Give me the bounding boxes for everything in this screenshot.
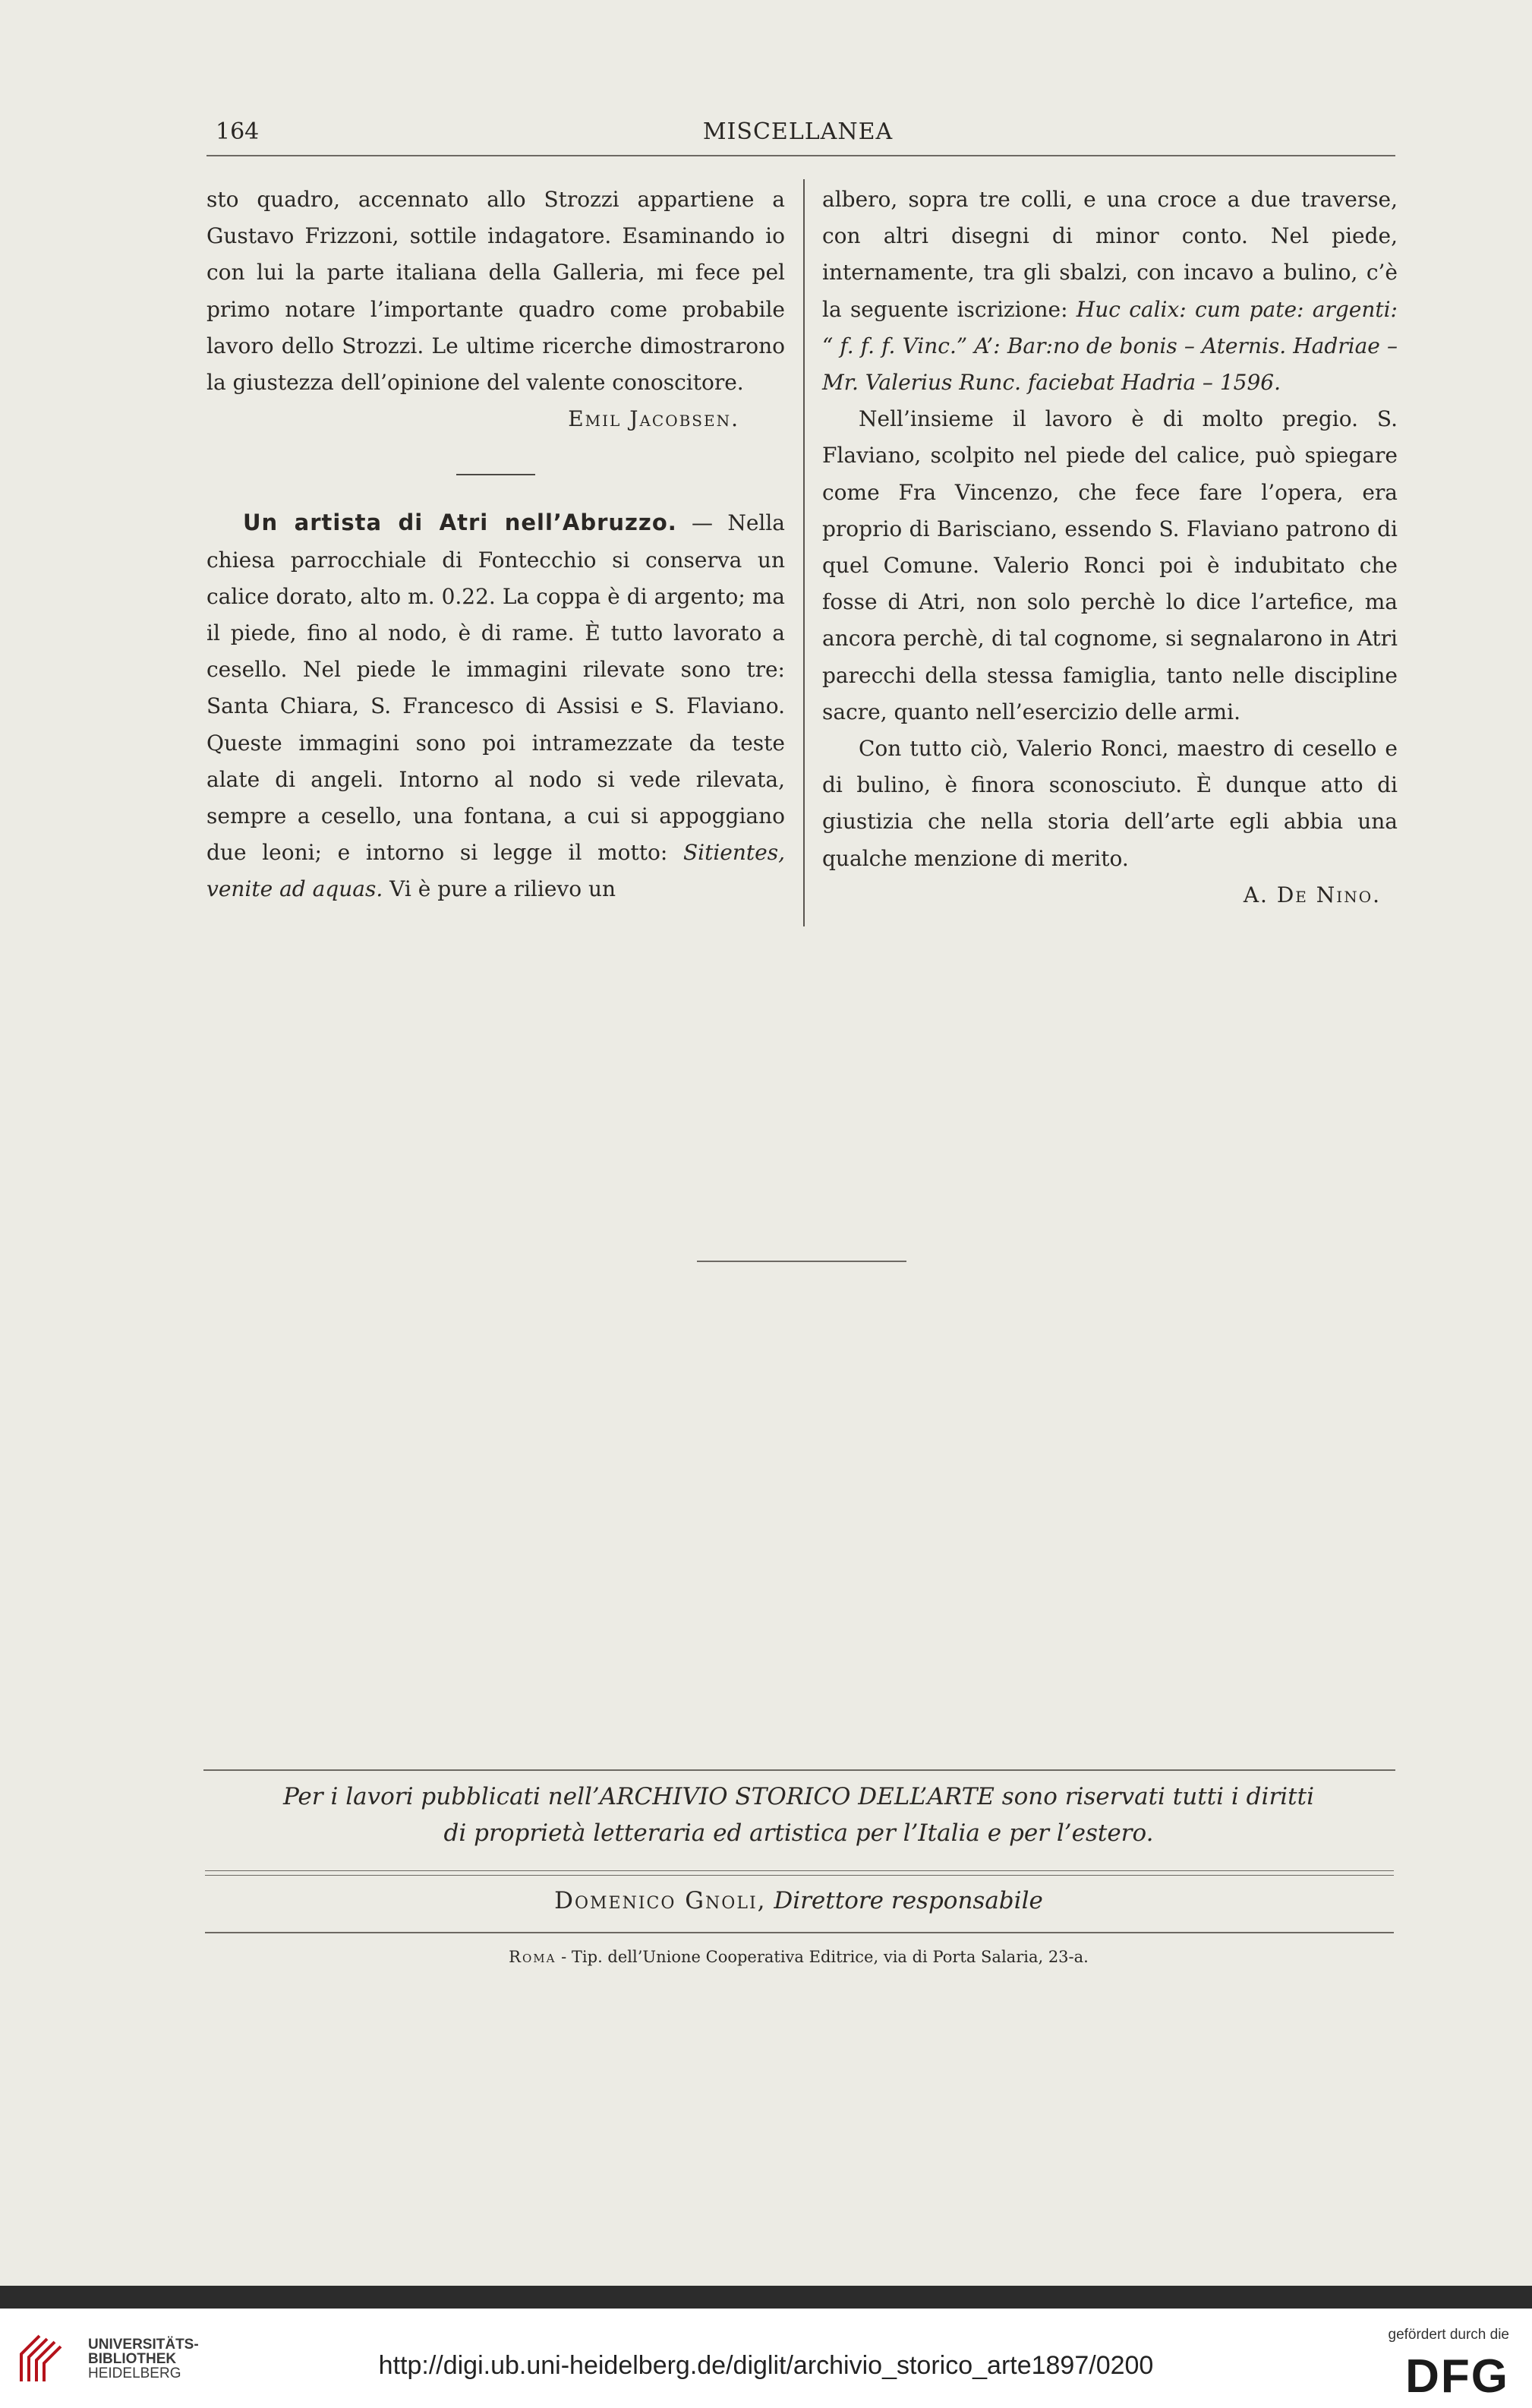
library-name: UNIVERSITÄTS- BIBLIOTHEK HEIDELBERG	[88, 2337, 199, 2381]
signature-jacobsen: Emil Jacobsen.	[568, 406, 739, 432]
paragraph-atri-end: Vi è pure a rilievo un	[383, 876, 616, 902]
column-divider	[803, 179, 805, 926]
dfg-logo: DFG	[1405, 2350, 1509, 2403]
footer-rule	[203, 1769, 1395, 1771]
director-role: Direttore responsabile	[774, 1887, 1043, 1914]
printer-city: Roma	[509, 1948, 556, 1966]
rights-notice	[199, 1778, 1398, 1851]
inscription: Huc calix: cum pate: argenti: “ f. f. f. Vinc.” A’: Bar:no de bonis – Aternis. Hadriae – Mr. Valerius Runc. faciebat Hadria – 1596.	[822, 296, 1398, 396]
printer-line	[199, 1948, 1398, 1966]
printer-text: - Tip. dell’Unione Cooperativa Editrice, via di Porta Salaria, 23-a.	[556, 1948, 1089, 1966]
signature-de-nino: A. De Nino.	[1243, 882, 1381, 907]
end-rule	[697, 1261, 906, 1262]
running-title: MISCELLANEA	[702, 118, 894, 145]
double-rule	[205, 1870, 1394, 1876]
footer-rule-lower	[205, 1932, 1394, 1933]
paragraph-atri-text: — Nella chiesa parrocchiale di Fontecchio si conserva un calice dorato, alto m. 0.22. La coppa è di argento; ma il piede, fino al nodo, è di rame. È tutto lavorato a cesello. Nel piede le immagini rilevate sono tre: Santa Chiara, S. Francesco di Assisi e S. Flaviano. Queste immagini sono poi intramezzate da teste alate di angeli. Intorno al nodo si vede rilevata, sempre a cesello, una fontana, a cui si appoggiano due leoni; e intorno si legge il motto:	[206, 510, 785, 866]
scan-border	[0, 2286, 1532, 2309]
article-title: Un artista di Atri nell’Abruzzo.	[243, 510, 677, 536]
director-name: Domenico Gnoli,	[554, 1887, 767, 1914]
motto: Sitientes, venite ad aquas.	[206, 840, 785, 902]
header-rule	[206, 155, 1395, 156]
paragraph-atri	[206, 504, 785, 907]
page-header	[203, 118, 1392, 149]
paragraph-conclusion: Con tutto ciò, Valerio Ronci, maestro di cesello e di bulino, è finora sconosciuto. È dunque atto di giustizia che nella storia dell’arte egli abbia una qualche menzione di merito.	[822, 736, 1398, 871]
left-column	[206, 181, 785, 908]
source-url-link[interactable]: http://digi.ub.uni-heidelberg.de/diglit/archivio_storico_arte1897/0200	[378, 2351, 1154, 2380]
library-bar	[0, 2309, 1532, 2408]
rights-line-2: di proprietà letteraria ed artistica per l’Italia e per l’estero.	[443, 1819, 1154, 1847]
paragraph-jacobsen: sto quadro, accennato allo Strozzi appartiene a Gustavo Frizzoni, sottile indagatore. Esaminando io con lui la parte italiana della Galleria, mi fece pel primo notare l’importante quadro come probabile lavoro dello Strozzi. Le ultime ricerche dimostrarono la giustezza dell’opinione del valente conoscitore.	[206, 187, 785, 396]
rights-line-1: Per i lavori pubblicati nell’ARCHIVIO STORICO DELL’ARTE sono riservati tutti i diritti	[282, 1783, 1315, 1810]
right-column	[822, 181, 1398, 914]
director-line	[199, 1887, 1398, 1914]
section-divider	[456, 474, 535, 475]
paragraph-pregio: Nell’insieme il lavoro è di molto pregio. S. Flaviano, scolpito nel piede del calice, può spiegare come Fra Vincenzo, che fece fare l’opera, era proprio di Barisciano, essendo S. Flaviano patrono di quel Comune. Valerio Ronci poi è indubitato che fosse di Atri, non solo perchè lo dice l’artefice, ma ancora perchè, di tal cognome, si segnalarono in Atri parecchi della stessa famiglia, tanto nelle discipline sacre, quanto nell’esercizio delle armi.	[822, 406, 1398, 724]
paragraph-inscription	[822, 181, 1398, 401]
page-number: 164	[216, 118, 260, 145]
funding-note: gefördert durch die	[1388, 2327, 1509, 2343]
paragraph-inscription-text: albero, sopra tre colli, e una croce a due traverse, con altri disegni di minor conto. Nel piede, internamente, tra gli sbalzi, con incavo a bulino, c’è la seguente iscrizione:	[822, 187, 1398, 322]
